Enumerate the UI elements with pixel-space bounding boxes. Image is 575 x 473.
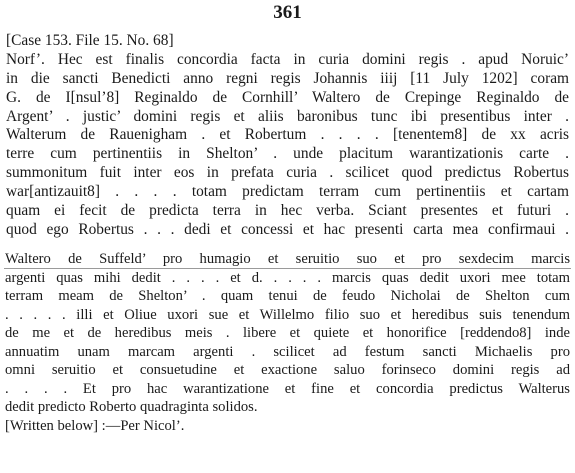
text-line: in die sancti Benedicti anno regni regis Johannis iiij [11 July 1202] coram <box>6 69 569 87</box>
text-line: Waltero de Suffeld’ pro humagio et seruitio suo et pro sexdecim marcis <box>5 251 570 267</box>
text-line: annuatim unam marcam argenti . scilicet ad festum sancti Michaelis pro <box>5 343 570 360</box>
text-line: terram meam de Shelton’ . quam tenui de feudo Nicholai de Shelton cum <box>5 288 570 304</box>
text-line: Norf’. Hec est finalis concordia facta in curia domini regis . apud Noruic’ <box>6 50 569 68</box>
written-below-line: [Written below] :—Per Nicol’. <box>5 417 185 434</box>
text-line: quam ei fecit de predicta terra in hec verba. Sciant presentes et futuri . <box>6 202 569 220</box>
text-line: de me et de heredibus meis . libere et quiete et honorifice [reddendo8] inde <box>5 325 570 341</box>
text-line: G. de I[nsul’8] Reginaldo de Cornhill’ Waltero de Crepinge Reginaldo de <box>6 88 569 106</box>
text-line: quod ego Robertus . . . dedi et concessi et hac presenti carta mea confirmaui . <box>6 220 569 238</box>
charter-text-upper <box>6 32 569 240</box>
case-reference-line: [Case 153. File 15. No. 68] <box>6 32 174 49</box>
text-line: summonitum fuit inter eos in prefata curia . scilicet quod predictus Robertus <box>6 164 569 182</box>
text-line: Walterum de Rauenigham . et Robertum . . . . [tenentem8] de xx acris <box>6 126 569 144</box>
text-line: Argent’ . justic’ domini regis et aliis baronibus tunc ibi presentibus inter . <box>6 107 569 125</box>
text-line: . . . . . illi et Oliue uxori sue et Willelmo filio suo et heredibus suis tenendum <box>5 306 570 323</box>
text-line: terre cum pertinentiis in Shelton’ . unde placitum warantizationis carte . <box>6 145 569 163</box>
page-number: 361 <box>273 2 302 23</box>
text-line: argenti quas mihi dedit . . . . et d. . . . . marcis quas dedit uxori mee totam <box>5 269 570 286</box>
text-line: . . . . Et pro hac warantizatione et fine et concordia predictus Walterus <box>5 380 570 397</box>
text-line: omni seruitio et consuetudine et exactione saluo forinseco domini regis ad <box>5 362 570 378</box>
text-line: dedit predicto Roberto quadraginta solidos. <box>5 399 258 415</box>
charter-text-lower <box>5 250 570 435</box>
text-line: war[antizauit8] . . . . totam predictam terram cum pertinentiis et cartam <box>6 183 569 201</box>
